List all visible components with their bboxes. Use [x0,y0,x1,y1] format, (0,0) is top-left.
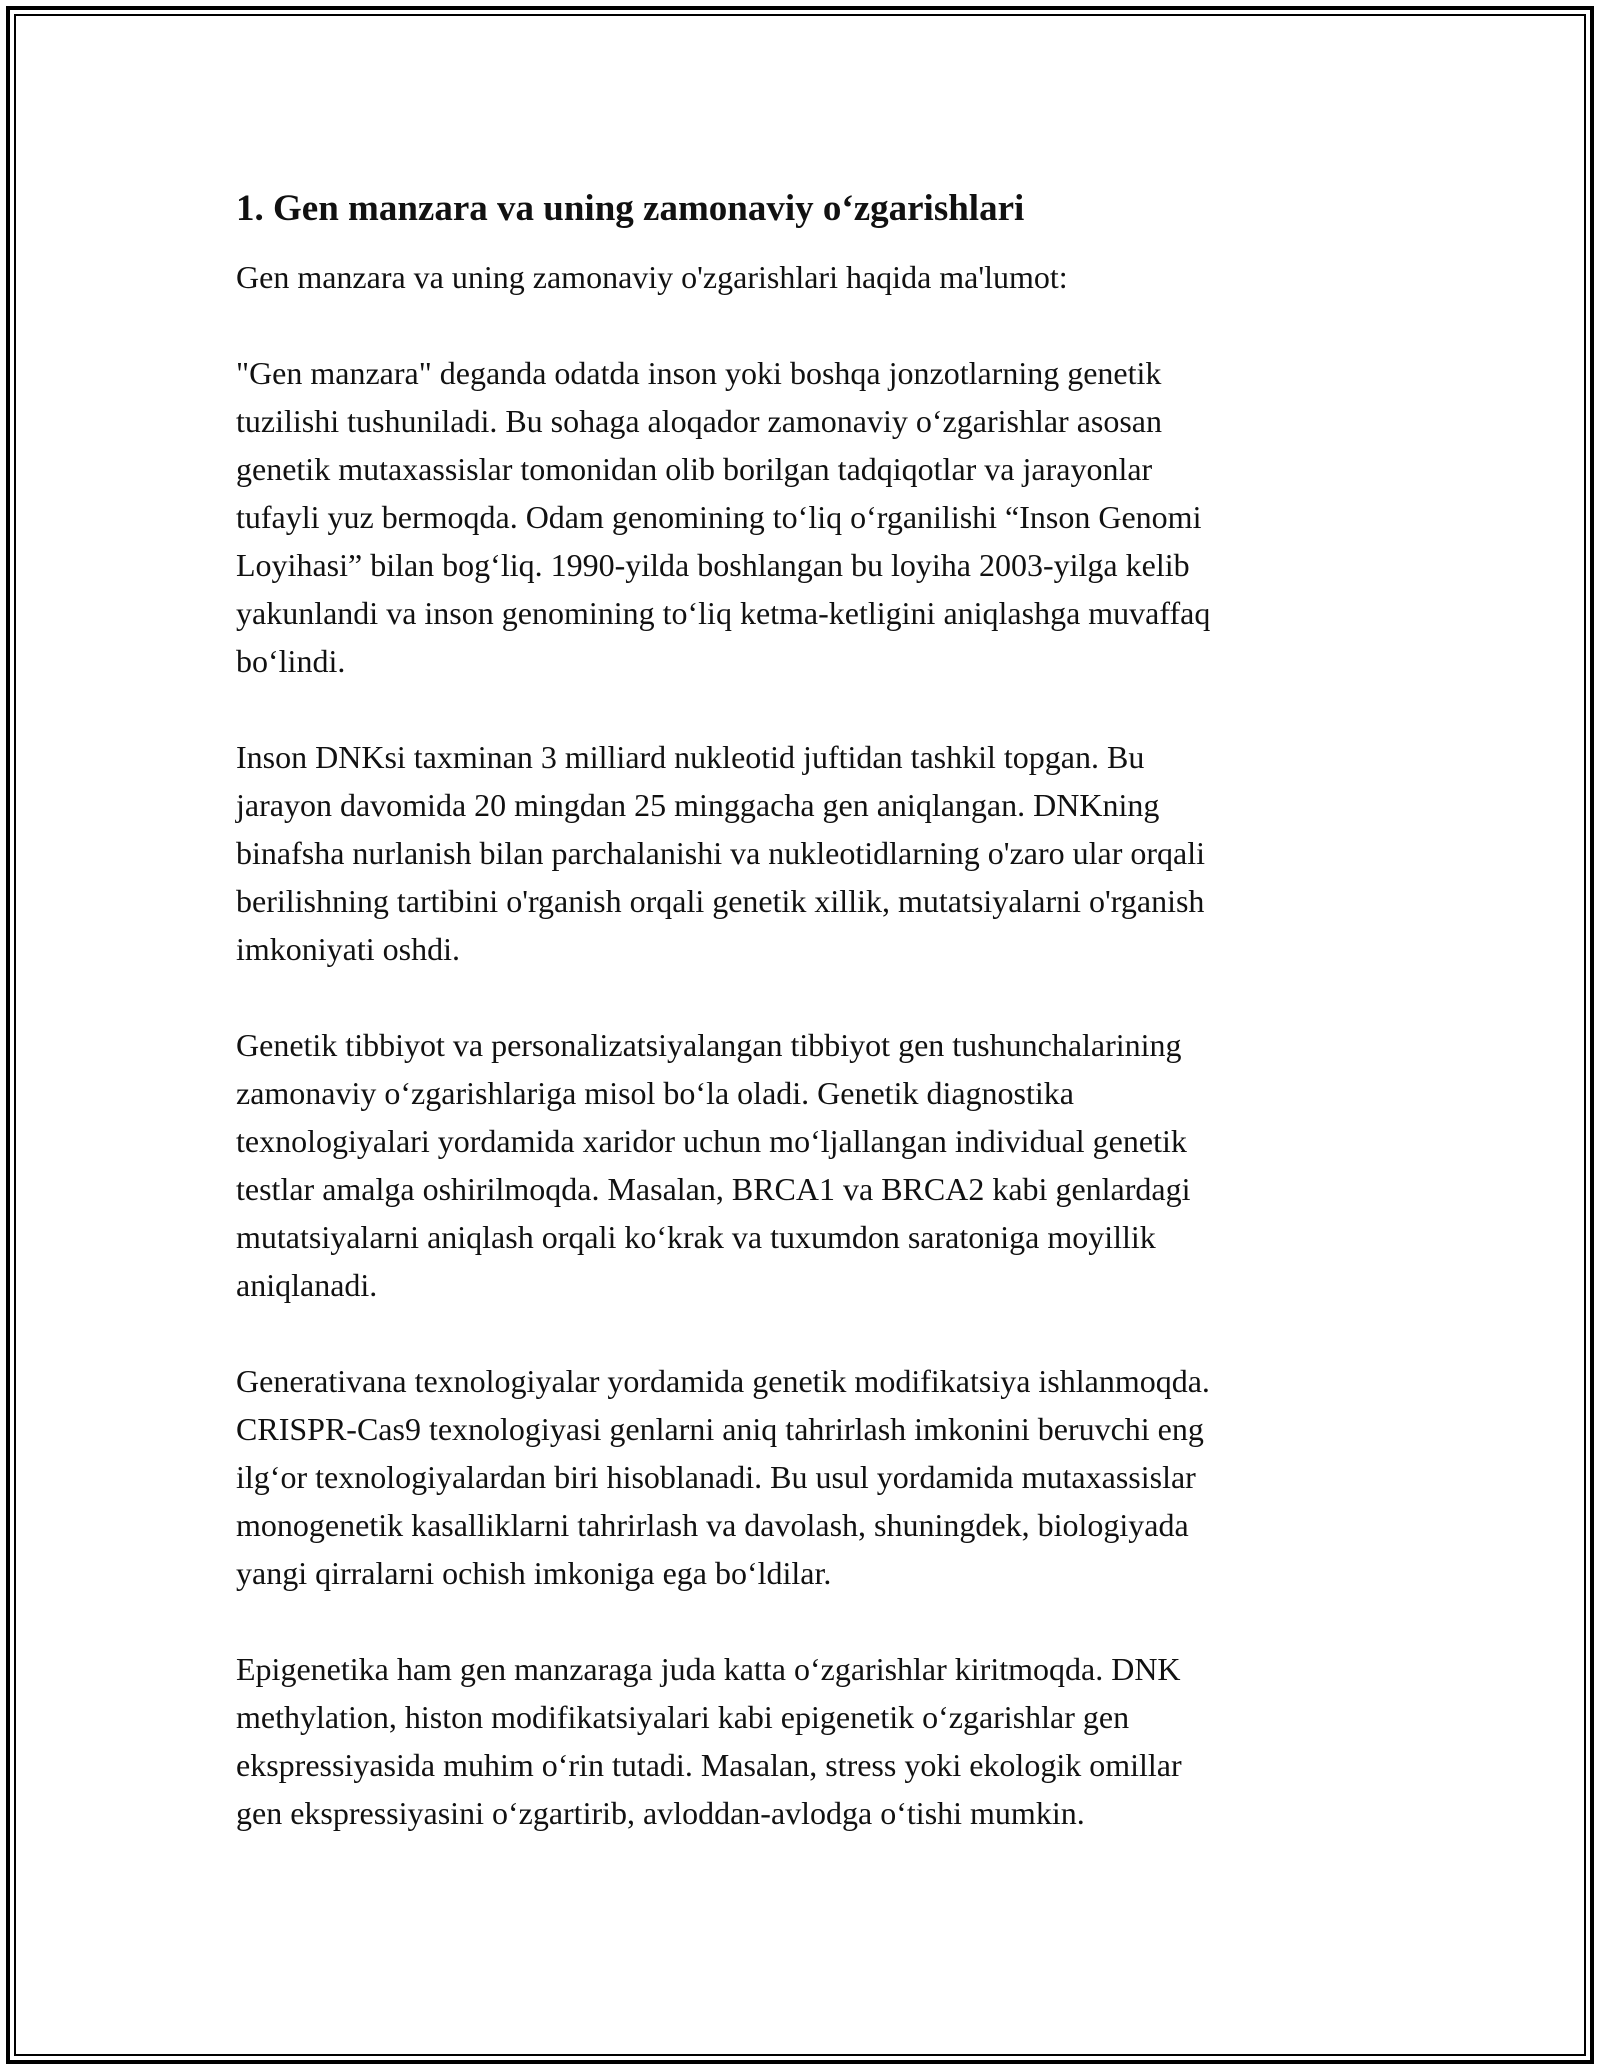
paragraph-line: yakunlandi va inson genomining to‘liq ketma-ketligini aniqlashga muvaffaq [236,595,1211,631]
paragraph-line: imkoniyati oshdi. [236,931,460,967]
paragraph-line: monogenetik kasalliklarni tahrirlash va davolash, shuningdek, biologiyada [236,1507,1189,1543]
paragraph-4 [236,1357,1376,1597]
paragraph-line: testlar amalga oshirilmoqda. Masalan, BRCA1 va BRCA2 kabi genlardagi [236,1171,1191,1207]
paragraph-line: Generativana texnologiyalar yordamida genetik modifikatsiya ishlanmoqda. [236,1363,1210,1399]
paragraph-5 [236,1645,1376,1837]
paragraph-line: tufayli yuz bermoqda. Odam genomining to‘liq o‘rganilishi “Inson Genomi [236,499,1202,535]
paragraph-line: tuzilishi tushuniladi. Bu sohaga aloqador zamonaviy o‘zgarishlar asosan [236,403,1162,439]
paragraph-line: Genetik tibbiyot va personalizatsiyalangan tibbiyot gen tushunchalarining [236,1027,1182,1063]
paragraph-line: ilg‘or texnologiyalardan biri hisoblanadi. Bu usul yordamida mutaxassislar [236,1459,1196,1495]
paragraph-line: Epigenetika ham gen manzaraga juda katta o‘zgarishlar kiritmoqda. DNK [236,1651,1181,1687]
paragraph-1 [236,349,1376,685]
paragraph-line: CRISPR-Cas9 texnologiyasi genlarni aniq tahrirlash imkonini beruvchi eng [236,1411,1204,1447]
paragraph-line: ekspressiyasida muhim o‘rin tutadi. Masalan, stress yoki ekologik omillar [236,1747,1182,1783]
paragraph-line: zamonaviy o‘zgarishlariga misol bo‘la oladi. Genetik diagnostika [236,1075,1074,1111]
document-body [236,185,1376,1837]
paragraph-line: Inson DNKsi taxminan 3 milliard nukleotid juftidan tashkil topgan. Bu [236,739,1145,775]
paragraph-line: methylation, histon modifikatsiyalari kabi epigenetik o‘zgarishlar gen [236,1699,1130,1735]
paragraph-3 [236,1021,1376,1309]
paragraph-line: bo‘lindi. [236,643,346,679]
paragraph-line: aniqlanadi. [236,1267,378,1303]
paragraph-2 [236,733,1376,973]
document-title: 1. Gen manzara va uning zamonaviy o‘zgarishlari [236,188,1025,229]
paragraph-line: jarayon davomida 20 mingdan 25 minggacha gen aniqlangan. DNKning [236,787,1160,823]
paragraph-line: "Gen manzara" deganda odatda inson yoki boshqa jonzotlarning genetik [236,355,1162,391]
paragraph-line: berilishning tartibini o'rganish orqali genetik xillik, mutatsiyalarni o'rganish [236,883,1205,919]
paragraph-line: texnologiyalari yordamida xaridor uchun mo‘ljallangan individual genetik [236,1123,1187,1159]
paragraph-line: binafsha nurlanish bilan parchalanishi va nukleotidlarning o'zaro ular orqali [236,835,1206,871]
paragraph-line: Loyihasi” bilan bog‘liq. 1990-yilda boshlangan bu loyiha 2003-yilga kelib [236,547,1190,583]
paragraph-line: genetik mutaxassislar tomonidan olib borilgan tadqiqotlar va jarayonlar [236,451,1153,487]
paragraph-line: gen ekspressiyasini o‘zgartirib, avloddan-avlodga o‘tishi mumkin. [236,1795,1085,1831]
paragraph-line: mutatsiyalarni aniqlash orqali ko‘krak va tuxumdon saratoniga moyillik [236,1219,1156,1255]
intro-text: Gen manzara va uning zamonaviy o'zgarishlari haqida ma'lumot: [236,259,1068,295]
paragraph-line: yangi qirralarni ochish imkoniga ega bo‘ldilar. [236,1555,832,1591]
